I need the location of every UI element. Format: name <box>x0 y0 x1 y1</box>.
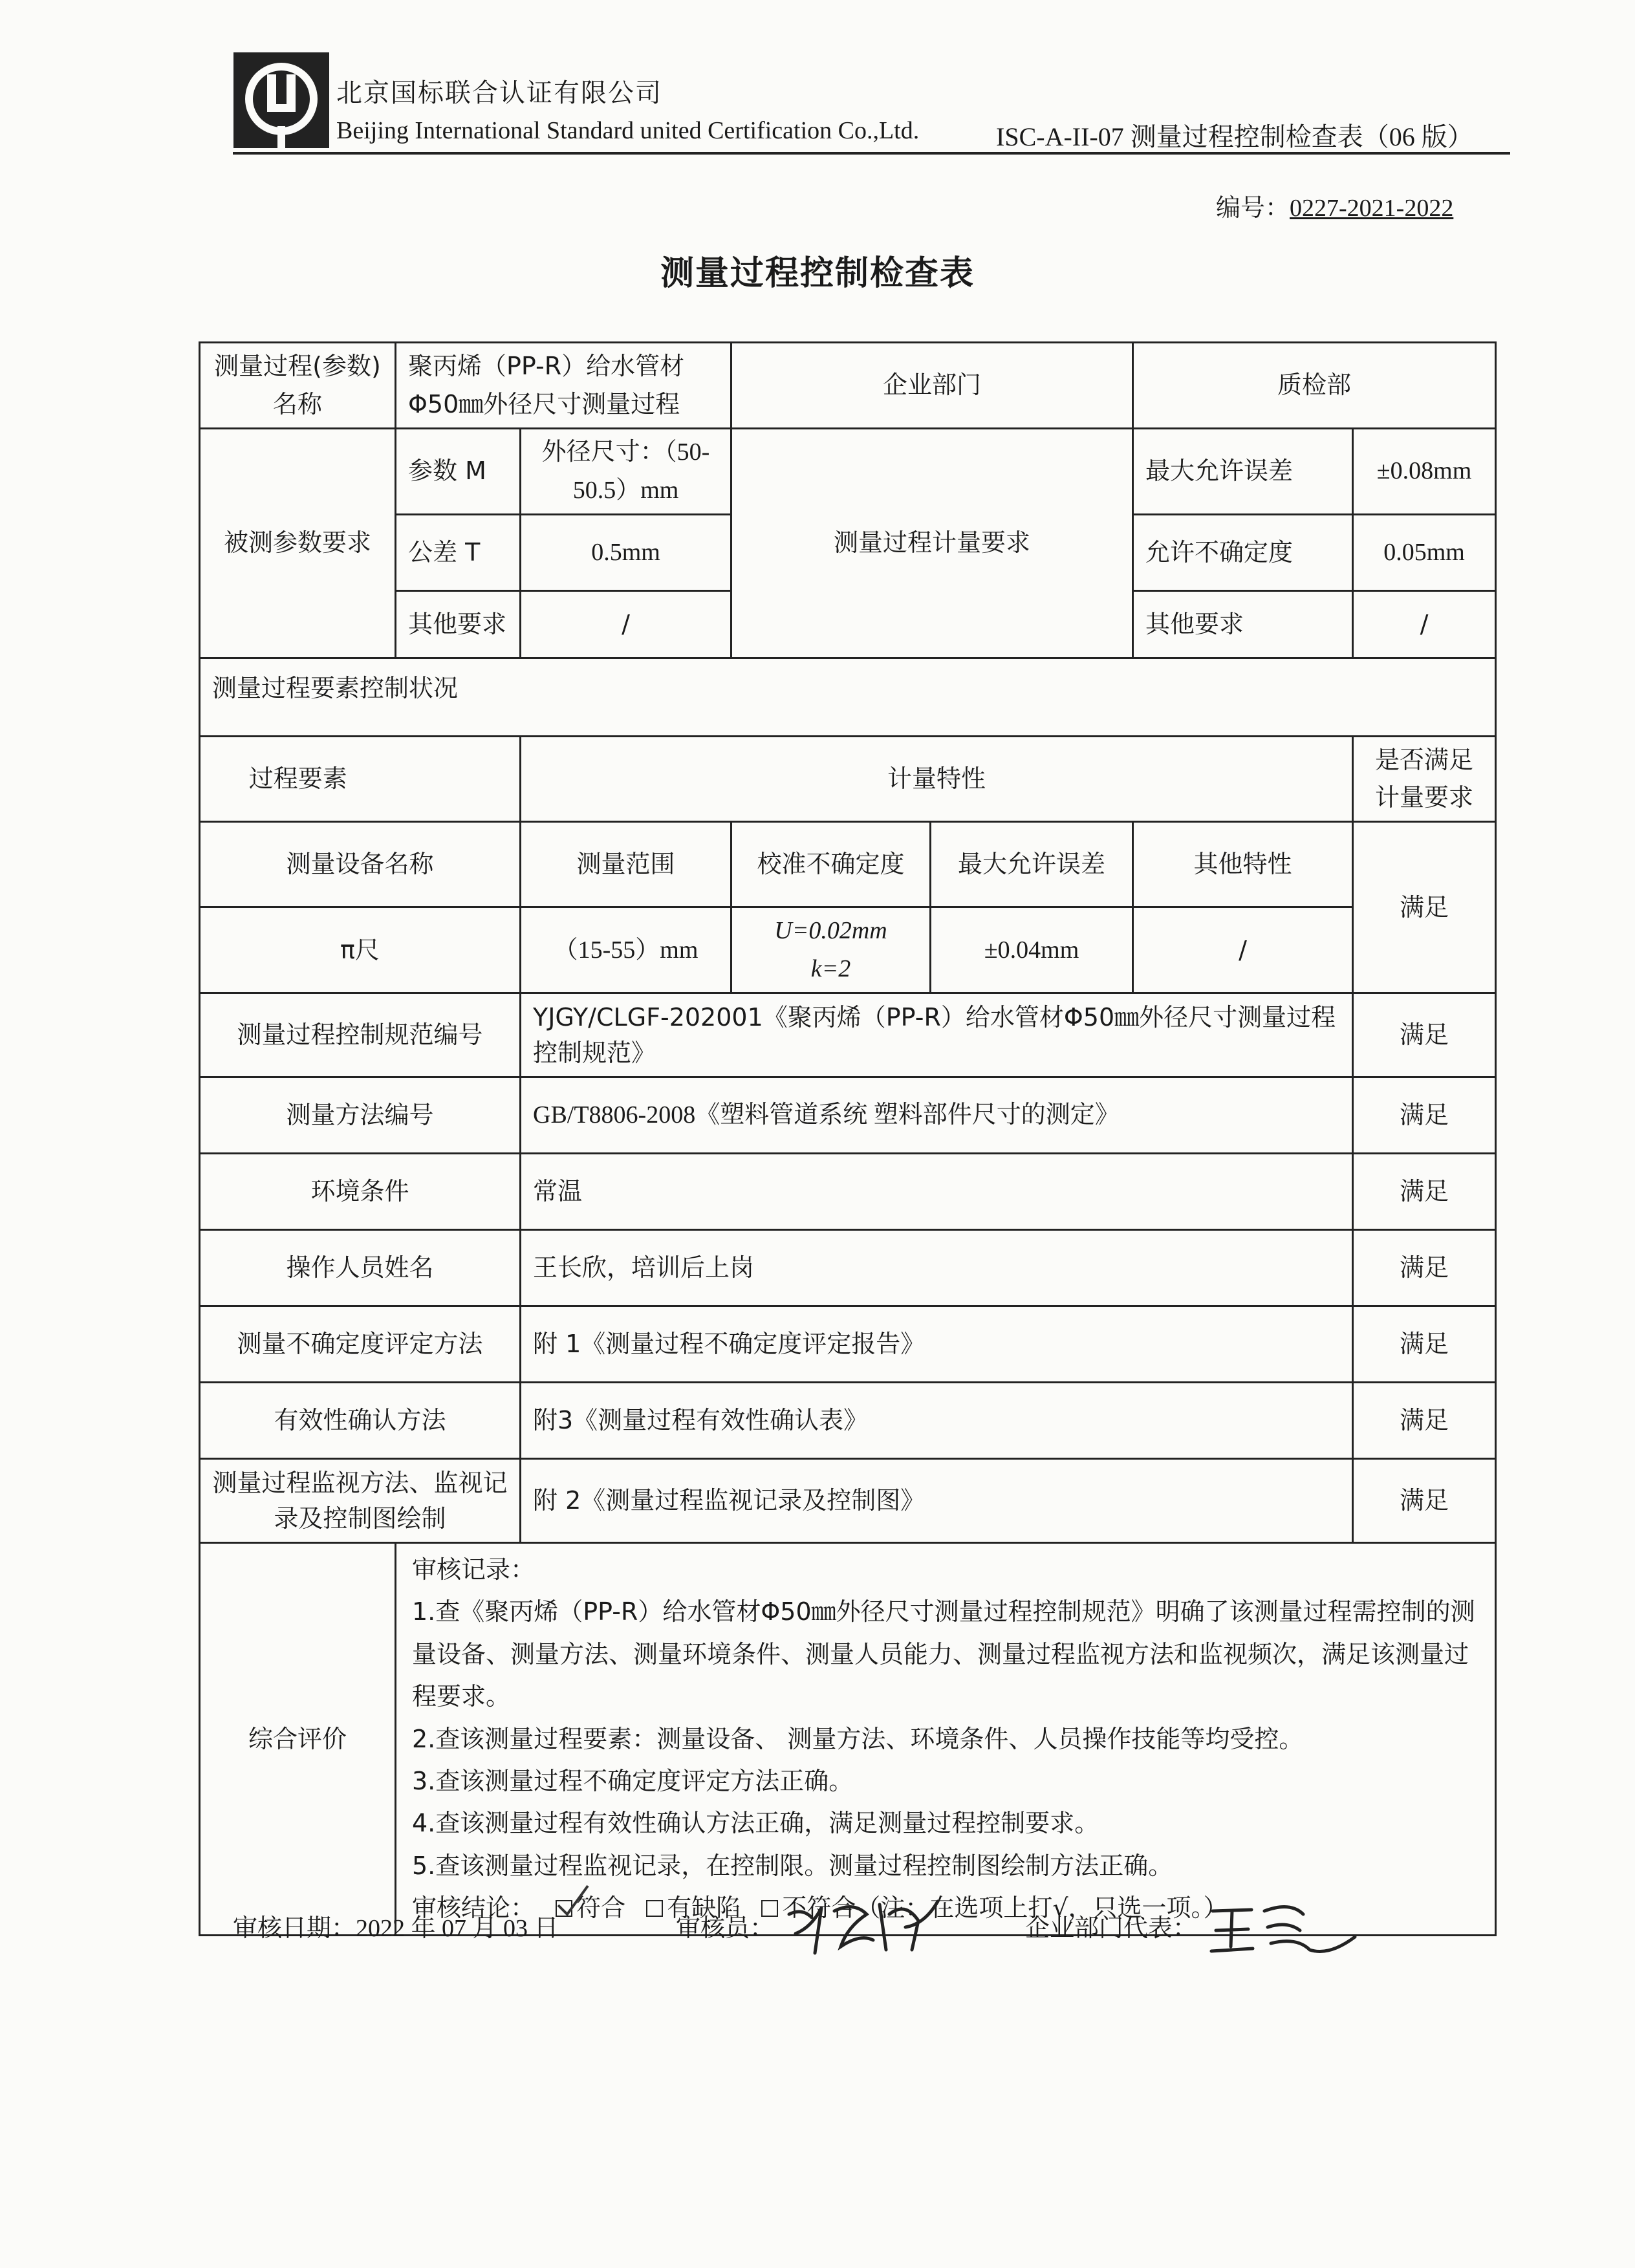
method-code-value: GB/T8806-2008《塑料管道系统 塑料部件尺寸的测定》 <box>521 1077 1353 1154</box>
other-req-label: 其他要求 <box>396 590 521 658</box>
rep-signature <box>1206 1892 1361 1963</box>
equip-ok: 满足 <box>1353 822 1496 993</box>
check-mark-icon <box>554 1883 590 1919</box>
uncert-method-label: 测量不确定度评定方法 <box>200 1306 521 1383</box>
date-value: 2022 年 07 月 03 日 <box>356 1915 559 1942</box>
operator-ok: 满足 <box>1353 1230 1496 1306</box>
max-err-label: 最大允许误差 <box>1133 428 1353 514</box>
dept-value: 质检部 <box>1133 343 1496 429</box>
mpe-value: ±0.04mm <box>931 907 1133 993</box>
serial-label: 编号： <box>1216 193 1290 222</box>
validity-ok: 满足 <box>1353 1383 1496 1459</box>
metrology-req-label: 测量过程计量要求 <box>731 428 1133 658</box>
operator-value: 王长欣，培训后上岗 <box>521 1230 1353 1306</box>
process-name-label: 测量过程(参数)名称 <box>200 343 396 429</box>
conclusion-label: 审核结论： <box>412 1894 536 1922</box>
equip-value: π尺 <box>200 907 521 993</box>
env-label: 环境条件 <box>200 1154 521 1230</box>
param-m-value: 外径尺寸：（50-50.5）mm <box>521 428 731 514</box>
other-char-label: 其他特性 <box>1133 822 1353 907</box>
monitor-ok: 满足 <box>1353 1459 1496 1543</box>
other-req2-label: 其他要求 <box>1133 590 1353 658</box>
uncert-method-value: 附 1《测量过程不确定度评定报告》 <box>521 1306 1353 1383</box>
serial-number <box>1216 188 1453 223</box>
status-label: 测量过程要素控制状况 <box>200 658 1496 736</box>
spec-code-ok: 满足 <box>1353 993 1496 1077</box>
review-title: 审核记录： <box>412 1555 536 1584</box>
checkbox-defect[interactable] <box>646 1900 663 1917</box>
opt-defect: 有缺陷 <box>667 1894 741 1922</box>
header-divider <box>233 152 1510 155</box>
spec-code-label: 测量过程控制规范编号 <box>200 993 521 1077</box>
mpe-label: 最大允许误差 <box>931 822 1133 907</box>
range-label: 测量范围 <box>521 822 731 907</box>
method-code-label: 测量方法编号 <box>200 1077 521 1154</box>
opt-pass: 符合 <box>576 1894 626 1922</box>
range-value: （15-55）mm <box>521 907 731 993</box>
review-item-2: 2.查该测量过程要素：测量设备、 测量方法、环境条件、人员操作技能等均受控。 <box>412 1724 1304 1753</box>
rep-label: 企业部门代表： <box>1025 1914 1198 1942</box>
other-req2-value: / <box>1353 590 1496 658</box>
tolerance-label: 公差 T <box>396 514 521 590</box>
uncert-method-ok: 满足 <box>1353 1306 1496 1383</box>
org-name-cn: 北京国标联合认证有限公司 <box>336 78 662 108</box>
dept-label: 企业部门 <box>731 343 1133 429</box>
calib-value: U=0.02mm k=2 <box>731 907 931 993</box>
company-logo <box>230 49 333 152</box>
calib-label: 校准不确定度 <box>731 822 931 907</box>
date-label: 审核日期： <box>233 1914 356 1942</box>
col-metrology: 计量特性 <box>521 736 1353 822</box>
review-block <box>396 1543 1496 1936</box>
other-char-value: / <box>1133 907 1353 993</box>
env-value: 常温 <box>521 1154 1353 1230</box>
param-m-label: 参数 M <box>396 428 521 514</box>
process-name-value: 聚丙烯（PP-R）给水管材Φ50㎜外径尺寸测量过程 <box>396 343 731 429</box>
auditor-label: 审核员： <box>676 1914 775 1942</box>
review-item-1: 1.查《聚丙烯（PP-R）给水管材Φ50㎜外径尺寸测量过程控制规范》明确了该测量过程需控制的测量设备、测量方法、测量环境条件、测量人员能力、测量过程监视方法和监视频次，满足该测量过程要求。 <box>412 1597 1475 1711</box>
max-err-value: ±0.08mm <box>1353 428 1496 514</box>
tolerance-value: 0.5mm <box>521 514 731 590</box>
other-req-value: / <box>521 590 731 658</box>
auditor-signature <box>776 1888 944 1960</box>
uncert-value: 0.05mm <box>1353 514 1496 590</box>
review-item-3: 3.查该测量过程不确定度评定方法正确。 <box>412 1766 854 1795</box>
env-ok: 满足 <box>1353 1154 1496 1230</box>
spec-code-value: YJGY/CLGF-202001《聚丙烯（PP-R）给水管材Φ50㎜外径尺寸测量过程控制规范》 <box>521 993 1353 1077</box>
monitor-value: 附 2《测量过程监视记录及控制图》 <box>521 1459 1353 1543</box>
monitor-label: 测量过程监视方法、监视记录及控制图绘制 <box>200 1459 521 1543</box>
col-element: 过程要素 <box>200 736 396 822</box>
serial-value: 0227-2021-2022 <box>1290 195 1454 222</box>
method-code-ok: 满足 <box>1353 1077 1496 1154</box>
opt-fail: 不符合（注：在选项上打√，只选一项。） <box>782 1894 1228 1922</box>
form-code: ISC-A-II-07 测量过程控制检查表（06 版） <box>996 122 1473 151</box>
validity-label: 有效性确认方法 <box>200 1383 521 1459</box>
overall-label: 综合评价 <box>200 1543 396 1936</box>
audit-date <box>233 1908 559 1943</box>
equip-label: 测量设备名称 <box>200 822 521 907</box>
check-table <box>199 341 1497 1936</box>
operator-label: 操作人员姓名 <box>200 1230 521 1306</box>
review-item-5: 5.查该测量过程监视记录，在控制限。测量过程控制图绘制方法正确。 <box>412 1851 1173 1880</box>
review-item-4: 4.查该测量过程有效性确认方法正确，满足测量过程控制要求。 <box>412 1809 1099 1838</box>
measured-req-label: 被测参数要求 <box>200 428 396 658</box>
org-name-en: Beijing International Standard united Certification Co.,Ltd. <box>336 117 920 144</box>
uncert-label: 允许不确定度 <box>1133 514 1353 590</box>
page-title: 测量过程控制检查表 <box>660 254 975 293</box>
col-satisfy: 是否满足计量要求 <box>1353 736 1496 822</box>
validity-value: 附3《测量过程有效性确认表》 <box>521 1383 1353 1459</box>
